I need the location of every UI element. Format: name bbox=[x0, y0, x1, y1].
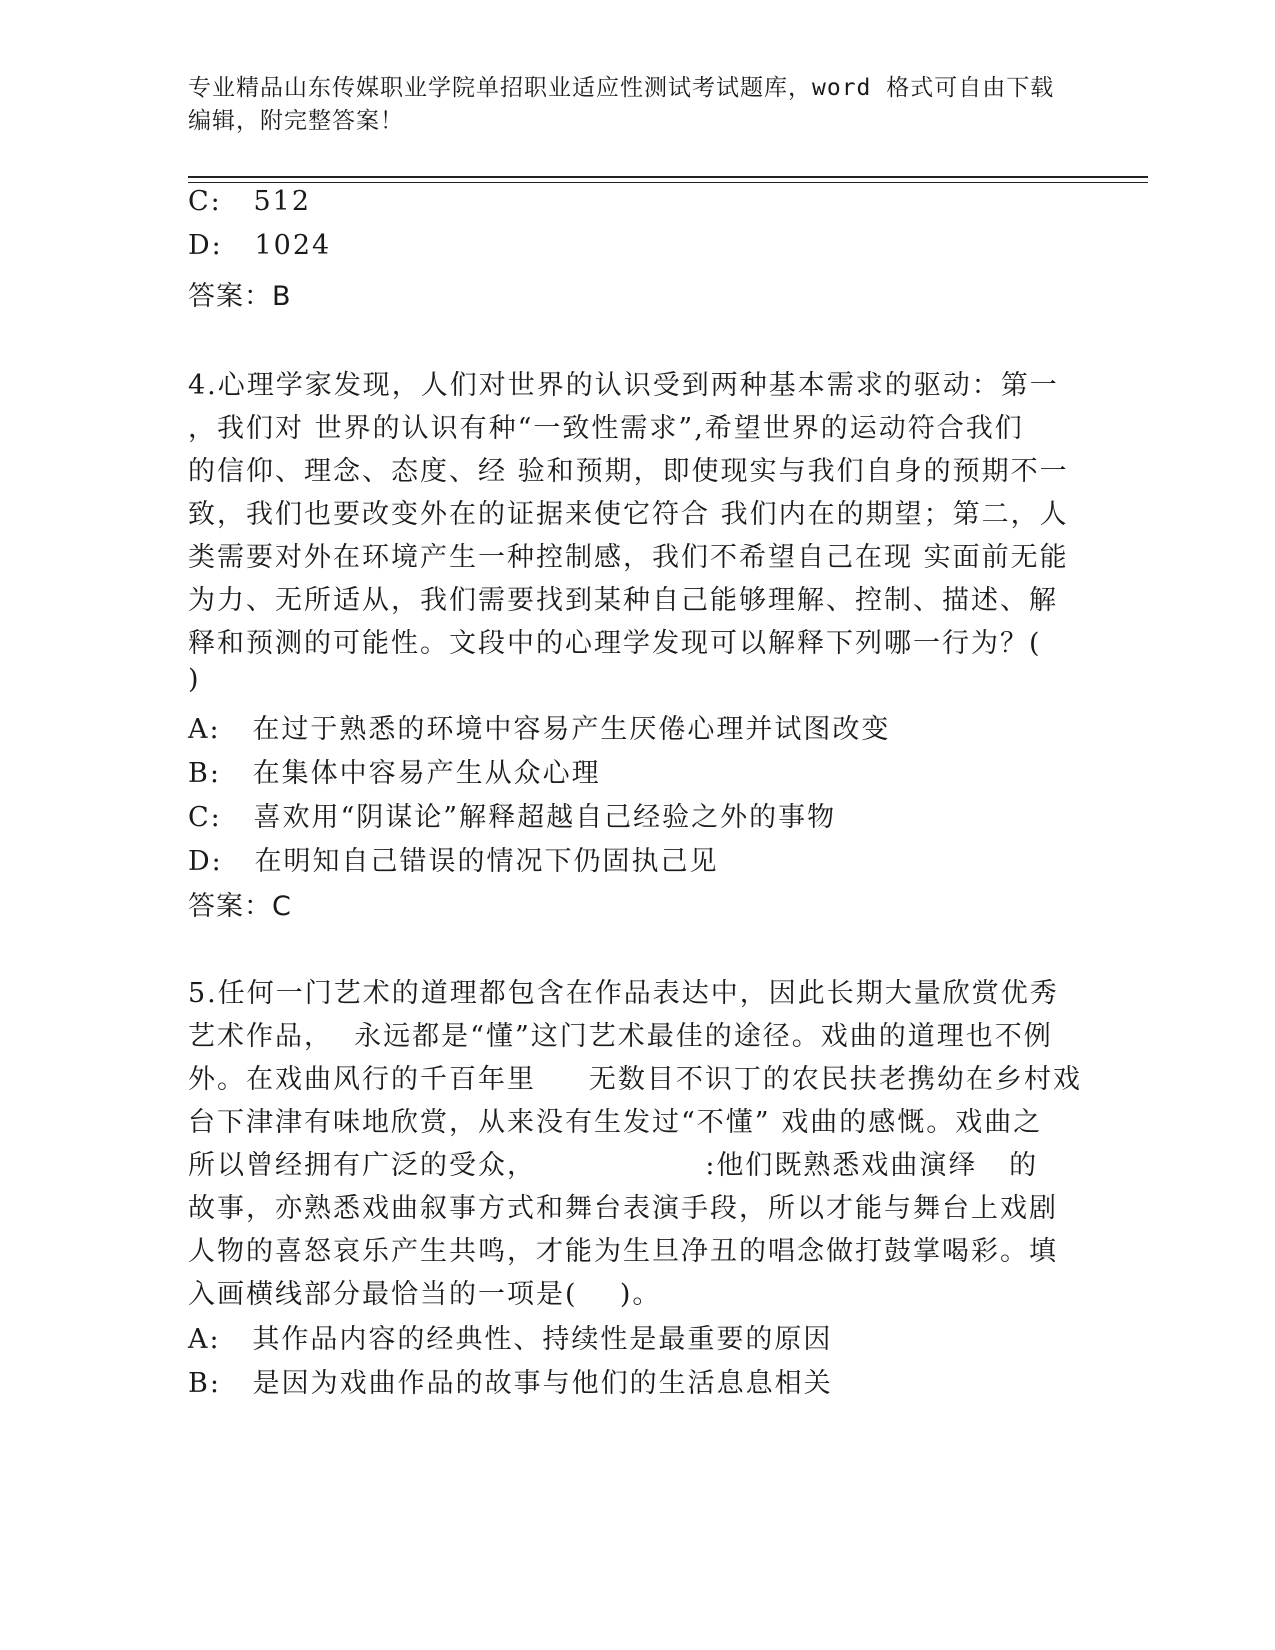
q5-stem-line: 所以曾经拥有广泛的受众， :他们既熟悉戏曲演绎 的 bbox=[188, 1150, 1039, 1181]
q5-stem-line: 外。在戏曲风行的千百年里 无数目不识丁的农民扶老携幼在乡村戏 bbox=[188, 1064, 1082, 1095]
q4-stem-line: 4.心理学家发现，人们对世界的认识受到两种基本需求的驱动：第一 bbox=[188, 370, 1059, 401]
q4-answer: 答案：C bbox=[188, 891, 292, 922]
q5-option-b: B: 是因为戏曲作品的故事与他们的生活息息相关 bbox=[188, 1368, 833, 1399]
q3-option-d: D: 1024 bbox=[188, 230, 332, 261]
q4-stem-line: ) bbox=[188, 664, 201, 695]
q4-option-d: D: 在明知自己错误的情况下仍固执己见 bbox=[188, 846, 719, 877]
header-line-2: 编辑，附完整答案！ bbox=[188, 108, 404, 134]
q5-stem-line: 艺术作品， 永远都是“懂”这门艺术最佳的途径。戏曲的道理也不例 bbox=[188, 1021, 1053, 1052]
q4-option-c: C: 喜欢用“阴谋论”解释超越自己经验之外的事物 bbox=[188, 802, 837, 833]
q4-stem-line: 释和预测的可能性。文段中的心理学发现可以解释下列哪一行为？( bbox=[188, 628, 1042, 659]
header-line-1: 专业精品山东传媒职业学院单招职业适应性测试考试题库，word 格式可自由下载 bbox=[188, 75, 1055, 101]
q5-stem-line: 台下津津有味地欣赏，从来没有生发过“不懂” 戏曲的感慨。戏曲之 bbox=[188, 1107, 1043, 1138]
q4-stem-line: 的信仰、理念、态度、经 验和预期，即使现实与我们自身的预期不一 bbox=[188, 456, 1069, 487]
header-divider-thin bbox=[188, 182, 1148, 183]
q4-option-b: B: 在集体中容易产生从众心理 bbox=[188, 758, 601, 789]
q4-stem-line: ，我们对 世界的认识有种“一致性需求”,希望世界的运动符合我们 bbox=[188, 413, 1024, 444]
header-divider-thick bbox=[188, 176, 1148, 178]
q4-option-a: A: 在过于熟悉的环境中容易产生厌倦心理并试图改变 bbox=[188, 714, 891, 745]
q4-stem-line: 类需要对外在环境产生一种控制感，我们不希望自己在现 实面前无能 bbox=[188, 542, 1069, 573]
document-header bbox=[188, 72, 1088, 138]
q5-stem-line: 5.任何一门艺术的道理都包含在作品表达中，因此长期大量欣赏优秀 bbox=[188, 978, 1059, 1009]
q5-stem-line: 入画横线部分最恰当的一项是( )。 bbox=[188, 1279, 662, 1310]
q3-option-c: C: 512 bbox=[188, 186, 312, 217]
q3-answer: 答案：B bbox=[188, 281, 292, 312]
q4-stem-line: 为力、无所适从，我们需要找到某种自己能够理解、控制、描述、解 bbox=[188, 585, 1058, 616]
q5-stem-line: 人物的喜怒哀乐产生共鸣，才能为生旦净丑的唱念做打鼓掌喝彩。填 bbox=[188, 1236, 1058, 1267]
q5-option-a: A: 其作品内容的经典性、持续性是最重要的原因 bbox=[188, 1324, 833, 1355]
q5-stem-line: 故事，亦熟悉戏曲叙事方式和舞台表演手段，所以才能与舞台上戏剧 bbox=[188, 1193, 1058, 1224]
q4-stem-line: 致，我们也要改变外在的证据来使它符合 我们内在的期望；第二，人 bbox=[188, 499, 1069, 530]
